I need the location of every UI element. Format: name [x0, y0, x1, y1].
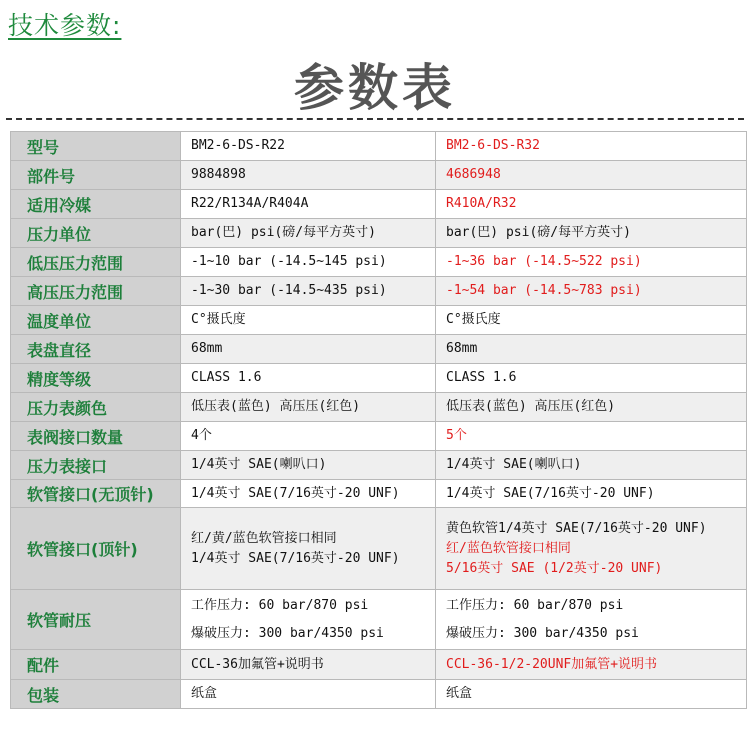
spec-value-r22: [181, 650, 436, 680]
spec-value-line: 1/4英寸 SAE(喇叭口): [446, 457, 582, 472]
spec-label: 表盘直径: [11, 335, 181, 364]
spec-label: 部件号: [11, 161, 181, 190]
spec-value-r22: [181, 335, 436, 364]
spec-value-r22: [181, 161, 436, 190]
spec-value-line: 低压表(蓝色) 高压压(红色): [191, 399, 361, 414]
spec-value-r32: [436, 364, 747, 393]
spec-value-line: R410A/R32: [446, 196, 517, 211]
spec-value-r32: [436, 335, 747, 364]
spec-row: [11, 590, 747, 650]
spec-label: 配件: [11, 650, 181, 680]
spec-value-line: CLASS 1.6: [446, 370, 517, 385]
spec-value-line: 9884898: [191, 167, 246, 182]
spec-value-line: BM2-6-DS-R32: [446, 138, 540, 153]
spec-value-r22: [181, 132, 436, 161]
spec-row: [11, 451, 747, 480]
spec-value-r22: [181, 480, 436, 508]
spec-value-r22: [181, 306, 436, 335]
spec-row: [11, 680, 747, 709]
spec-value-line: 68mm: [446, 341, 478, 356]
spec-value-line: 5个: [446, 428, 467, 443]
spec-value-line: C°摄氏度: [191, 312, 246, 327]
spec-row: [11, 190, 747, 219]
spec-value-line: 5/16英寸 SAE (1/2英寸-20 UNF): [446, 560, 663, 576]
page-title: 参数表: [294, 59, 456, 117]
spec-value-line: -1~36 bar (-14.5~522 psi): [446, 254, 642, 269]
spec-value-line: CCL-36加氟管+说明书: [191, 656, 324, 672]
spec-row: [11, 248, 747, 277]
spec-value-r22: [181, 277, 436, 306]
spec-value-r22: [181, 590, 436, 650]
spec-value-r32: [436, 306, 747, 335]
spec-value-r22: [181, 451, 436, 480]
spec-value-line: 爆破压力: 300 bar/4350 psi: [191, 625, 384, 641]
spec-value-line: 红/黄/蓝色软管接口相同: [191, 530, 337, 546]
spec-row: [11, 393, 747, 422]
spec-value-r22: [181, 508, 436, 590]
spec-row: [11, 161, 747, 190]
spec-row: [11, 219, 747, 248]
spec-label: 压力表接口: [11, 451, 181, 480]
spec-value-line: -1~54 bar (-14.5~783 psi): [446, 283, 642, 298]
spec-label: 软管接口(无顶针): [11, 480, 181, 508]
spec-value-line: 工作压力: 60 bar/870 psi: [191, 597, 369, 613]
spec-value-r32: [436, 248, 747, 277]
spec-label: 低压压力范围: [11, 248, 181, 277]
spec-value-line: -1~10 bar (-14.5~145 psi): [191, 254, 387, 269]
spec-value-line: -1~30 bar (-14.5~435 psi): [191, 283, 387, 298]
spec-label: 压力单位: [11, 219, 181, 248]
spec-value-r32: [436, 132, 747, 161]
spec-value-r22: [181, 364, 436, 393]
spec-label: 压力表颜色: [11, 393, 181, 422]
spec-value-r32: [436, 680, 747, 709]
spec-row: [11, 306, 747, 335]
spec-value-r32: [436, 190, 747, 219]
spec-value-r22: [181, 393, 436, 422]
spec-value-line: 工作压力: 60 bar/870 psi: [446, 597, 624, 613]
spec-value-r32: [436, 161, 747, 190]
spec-row: [11, 364, 747, 393]
spec-value-r32: [436, 508, 747, 590]
spec-label: 软管耐压: [11, 590, 181, 650]
spec-label: 精度等级: [11, 364, 181, 393]
section-heading: 技术参数:: [8, 11, 122, 40]
spec-value-line: C°摄氏度: [446, 312, 501, 327]
spec-value-line: 68mm: [191, 341, 223, 356]
spec-row: [11, 508, 747, 590]
spec-value-line: CLASS 1.6: [191, 370, 262, 385]
spec-value-line: 纸盒: [191, 686, 218, 701]
spec-value-line: 爆破压力: 300 bar/4350 psi: [446, 625, 639, 641]
spec-value-line: 1/4英寸 SAE(7/16英寸-20 UNF): [191, 550, 400, 566]
spec-value-line: 低压表(蓝色) 高压压(红色): [446, 399, 616, 414]
spec-value-r32: [436, 590, 747, 650]
spec-value-line: R22/R134A/R404A: [191, 196, 309, 211]
spec-value-r22: [181, 190, 436, 219]
spec-value-line: 黄色软管1/4英寸 SAE(7/16英寸-20 UNF): [446, 520, 707, 536]
spec-value-r22: [181, 248, 436, 277]
spec-label: 温度单位: [11, 306, 181, 335]
spec-value-r32: [436, 219, 747, 248]
spec-row: [11, 422, 747, 451]
spec-value-r32: [436, 277, 747, 306]
spec-value-line: 1/4英寸 SAE(7/16英寸-20 UNF): [191, 485, 400, 501]
spec-row: [11, 480, 747, 508]
spec-row: [11, 650, 747, 680]
spec-value-r32: [436, 393, 747, 422]
dashed-divider: [6, 118, 744, 120]
spec-label: 型号: [11, 132, 181, 161]
spec-value-line: BM2-6-DS-R22: [191, 138, 285, 153]
spec-label: 软管接口(顶针): [11, 508, 181, 590]
spec-value-line: bar(巴) psi(磅/每平方英寸): [446, 225, 631, 240]
spec-value-line: 4个: [191, 428, 212, 443]
spec-row: [11, 277, 747, 306]
spec-row: [11, 132, 747, 161]
spec-value-r32: [436, 422, 747, 451]
spec-value-line: 1/4英寸 SAE(7/16英寸-20 UNF): [446, 485, 655, 501]
spec-value-r22: [181, 422, 436, 451]
spec-value-line: 红/蓝色软管接口相同: [446, 540, 571, 556]
spec-table: [10, 131, 747, 709]
spec-value-line: 4686948: [446, 167, 501, 182]
spec-value-r32: [436, 451, 747, 480]
spec-value-r22: [181, 680, 436, 709]
spec-table-body: [11, 132, 747, 709]
spec-row: [11, 335, 747, 364]
spec-value-line: 1/4英寸 SAE(喇叭口): [191, 457, 327, 472]
spec-label: 表阀接口数量: [11, 422, 181, 451]
spec-label: 适用冷媒: [11, 190, 181, 219]
spec-label: 包装: [11, 680, 181, 709]
spec-value-line: CCL-36-1/2-20UNF加氟管+说明书: [446, 656, 658, 672]
spec-value-r22: [181, 219, 436, 248]
spec-value-line: 纸盒: [446, 686, 473, 701]
spec-label: 高压压力范围: [11, 277, 181, 306]
spec-value-r32: [436, 650, 747, 680]
spec-value-line: bar(巴) psi(磅/每平方英寸): [191, 225, 376, 240]
spec-value-r32: [436, 480, 747, 508]
